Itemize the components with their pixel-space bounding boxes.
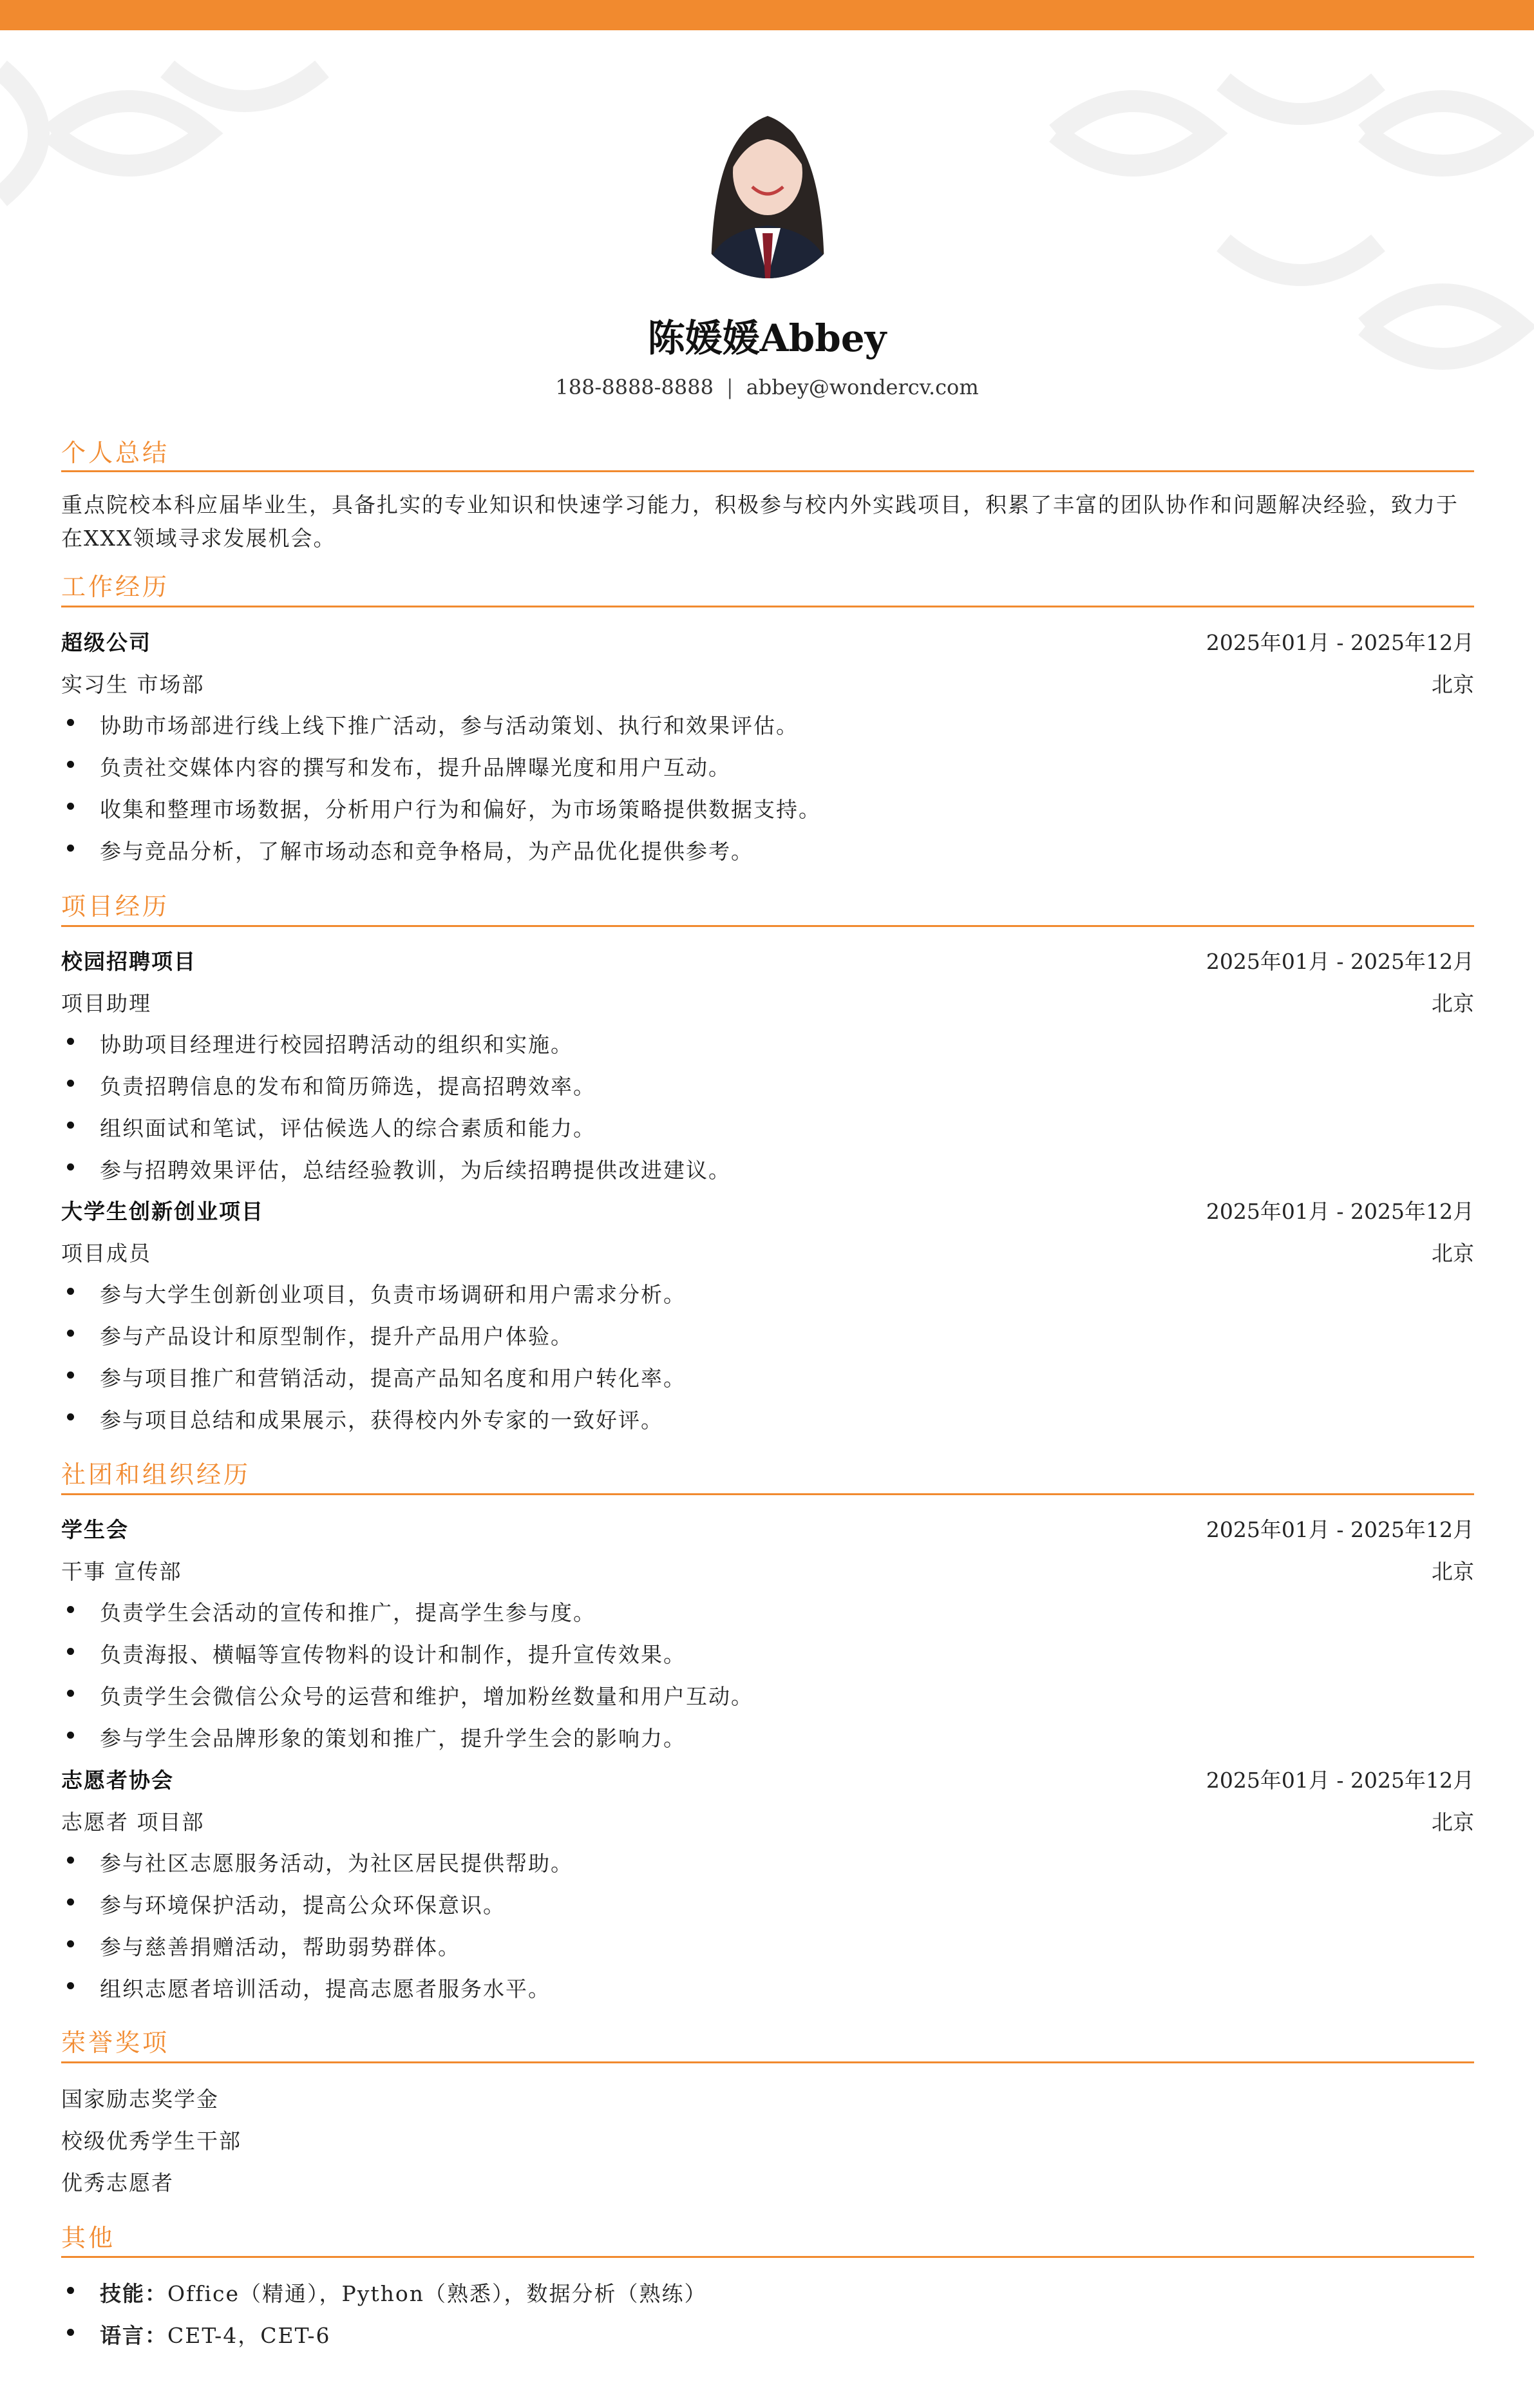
list-item: 负责学生会活动的宣传和推广，提高学生参与度。 [100, 1600, 596, 1625]
bullet-dot [67, 1288, 74, 1295]
bullet-dot [67, 803, 74, 810]
section-title-projects: 项目经历 [61, 892, 170, 921]
entry-org: 超级公司 [61, 630, 151, 655]
list-item: 参与环境保护活动，提高公众环保意识。 [100, 1893, 506, 1918]
section-divider [61, 925, 1474, 927]
entry-role: 干事 宣传部 [61, 1559, 182, 1584]
section-title-summary: 个人总结 [61, 439, 170, 467]
bullet-dot [67, 1690, 74, 1697]
bullet-dot [67, 1371, 74, 1379]
summary-text: 重点院校本科应届毕业生，具备扎实的专业知识和快速学习能力，积极参与校内外实践项目，积累了丰富的团队协作和问题解决经验，致力于在XXX领域寻求发展机会。 [61, 492, 1459, 551]
list-item: 负责社交媒体内容的撰写和发布，提升品牌曝光度和用户互动。 [100, 755, 731, 780]
bullet-dot [67, 1413, 74, 1420]
list-item: 负责海报、横幅等宣传物料的设计和制作，提升宣传效果。 [100, 1642, 686, 1667]
honor-item: 国家励志奖学金 [61, 2087, 219, 2112]
section-divider [61, 606, 1474, 607]
phone-number: 188-8888-8888 [555, 375, 714, 399]
entry-date: 2025年01月 - 2025年12月 [1206, 1768, 1474, 1793]
bullet-dot [67, 1940, 74, 1947]
other-label: 技能： [100, 2281, 167, 2306]
contact-separator: | [726, 375, 734, 399]
entry-role: 项目成员 [61, 1241, 151, 1266]
other-value: Office（精通），Python（熟悉），数据分析（熟练） [167, 2281, 707, 2306]
contact-line [0, 375, 1534, 399]
bullet-dot [67, 1122, 74, 1129]
bullet-dot [67, 1648, 74, 1655]
entry-date: 2025年01月 - 2025年12月 [1206, 949, 1474, 974]
list-item: 收集和整理市场数据，分析用户行为和偏好，为市场策略提供数据支持。 [100, 797, 821, 822]
bullet-dot [67, 1163, 74, 1171]
list-item: 组织志愿者培训活动，提高志愿者服务水平。 [100, 1976, 551, 2002]
section-title-honors: 荣誉奖项 [61, 2029, 170, 2057]
bullet-dot [67, 1732, 74, 1739]
bullet-dot [67, 1982, 74, 1989]
profile-photo [685, 97, 850, 278]
entry-date: 2025年01月 - 2025年12月 [1206, 1517, 1474, 1542]
list-item: 参与大学生创新创业项目，负责市场调研和用户需求分析。 [100, 1282, 686, 1307]
list-item: 协助市场部进行线上线下推广活动，参与活动策划、执行和效果评估。 [100, 713, 799, 738]
bullet-dot [67, 2329, 74, 2336]
list-item: 参与社区志愿服务活动，为社区居民提供帮助。 [100, 1851, 573, 1876]
section-divider [61, 470, 1474, 472]
list-item: 负责招聘信息的发布和简历筛选，提高招聘效率。 [100, 1074, 596, 1099]
other-languages [100, 2319, 330, 2349]
entry-org: 大学生创新创业项目 [61, 1199, 264, 1224]
list-item: 参与项目总结和成果展示，获得校内外专家的一致好评。 [100, 1408, 663, 1433]
list-item: 组织面试和笔试，评估候选人的综合素质和能力。 [100, 1116, 596, 1141]
list-item: 负责学生会微信公众号的运营和维护，增加粉丝数量和用户互动。 [100, 1684, 753, 1709]
other-value: CET-4，CET-6 [167, 2323, 331, 2348]
bullet-dot [67, 1080, 74, 1087]
honor-item: 优秀志愿者 [61, 2170, 174, 2195]
entry-location: 北京 [1432, 672, 1474, 697]
entry-location: 北京 [1432, 1559, 1474, 1584]
bullet-dot [67, 2287, 74, 2294]
other-label: 语言： [100, 2323, 167, 2348]
list-item: 参与竞品分析，了解市场动态和竞争格局，为产品优化提供参考。 [100, 839, 753, 864]
section-divider [61, 2061, 1474, 2063]
entry-date: 2025年01月 - 2025年12月 [1206, 630, 1474, 655]
top-accent-bar [0, 0, 1534, 30]
bullet-dot [67, 719, 74, 726]
entry-location: 北京 [1432, 1810, 1474, 1835]
section-title-clubs: 社团和组织经历 [61, 1460, 251, 1489]
list-item: 参与慈善捐赠活动，帮助弱势群体。 [100, 1935, 460, 1960]
entry-role: 项目助理 [61, 991, 151, 1016]
section-divider [61, 2256, 1474, 2258]
section-title-others: 其他 [61, 2224, 116, 2252]
bullet-dot [67, 1606, 74, 1613]
entry-role: 志愿者 项目部 [61, 1810, 205, 1835]
email-address: abbey@wondercv.com [746, 375, 979, 399]
section-divider [61, 1493, 1474, 1495]
list-item: 协助项目经理进行校园招聘活动的组织和实施。 [100, 1032, 573, 1057]
bullet-dot [67, 1038, 74, 1045]
honor-item: 校级优秀学生干部 [61, 2128, 241, 2154]
bullet-dot [67, 1330, 74, 1337]
bullet-dot [67, 845, 74, 852]
other-skills [100, 2277, 707, 2308]
candidate-name: 陈媛媛Abbey [647, 316, 887, 360]
bullet-dot [67, 1898, 74, 1906]
entry-org: 校园招聘项目 [61, 949, 196, 974]
entry-location: 北京 [1432, 1241, 1474, 1266]
bullet-dot [67, 761, 74, 768]
bullet-dot [67, 1857, 74, 1864]
entry-location: 北京 [1432, 991, 1474, 1016]
entry-org: 学生会 [61, 1517, 129, 1542]
entry-org: 志愿者协会 [61, 1768, 174, 1793]
list-item: 参与招聘效果评估，总结经验教训，为后续招聘提供改进建议。 [100, 1158, 731, 1183]
list-item: 参与学生会品牌形象的策划和推广，提升学生会的影响力。 [100, 1726, 686, 1751]
entry-role: 实习生 市场部 [61, 672, 205, 697]
section-title-work: 工作经历 [61, 573, 170, 601]
entry-date: 2025年01月 - 2025年12月 [1206, 1199, 1474, 1224]
list-item: 参与产品设计和原型制作，提升产品用户体验。 [100, 1324, 573, 1349]
list-item: 参与项目推广和营销活动，提高产品知名度和用户转化率。 [100, 1366, 686, 1391]
